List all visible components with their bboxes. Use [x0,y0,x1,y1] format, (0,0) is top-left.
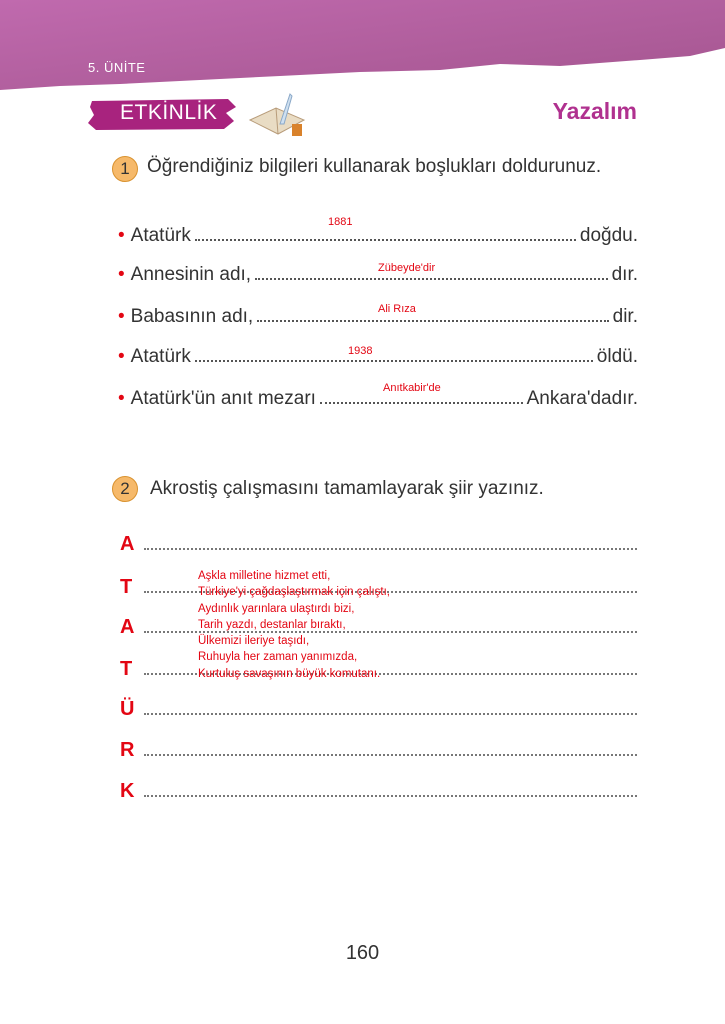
acrostic-letter: A [120,533,135,555]
acrostic-letter: T [120,576,133,598]
acrostic-line [120,533,637,556]
question-2-text: Akrostiş çalışmasını tamamlayarak şiir yazınız. [150,478,544,499]
item-text: Atatürk'ün anıt mezarı [130,388,316,409]
item-text: Atatürk [130,225,191,246]
fill-item: • Atatürk'ün anıt mezarı Ankara'dadır. [118,388,638,409]
acrostic-letter: T [120,658,133,680]
etkinlik-label: ETKİNLİK [120,101,218,124]
item-text: doğdu. [579,225,638,246]
question-1-text: Öğrendiğiniz bilgileri kullanarak boşlukları doldurunuz. [147,156,602,177]
item-text: Annesinin adı, [130,264,252,285]
header-banner [0,0,725,95]
acrostic-line [120,739,637,762]
blank-line[interactable] [144,538,637,550]
blank-line[interactable] [144,703,637,715]
item-text: öldü. [596,346,638,367]
item-text: dır. [611,264,638,285]
blank-line[interactable] [195,227,576,241]
section-title: Yazalım [552,98,637,124]
item-text: Atatürk [130,346,191,367]
blank-line[interactable] [144,785,637,797]
item-text: Ankara'dadır. [526,388,638,409]
answer-1: 1881 [328,216,353,228]
poem-line: Aşkla milletine hizmet etti, [198,570,331,582]
acrostic-line [120,698,637,721]
fill-item: • Annesinin adı, dır. [118,264,638,285]
item-text: Babasının adı, [130,306,254,327]
poem-line: Ülkemizi ileriye taşıdı, [198,635,310,648]
acrostic-letter: A [120,616,135,638]
answer-5: Anıtkabir'de [383,382,441,394]
answer-2: Zübeyde'dir [378,262,436,274]
blank-line[interactable] [255,266,608,280]
page-number: 160 [345,942,380,964]
acrostic-letter: K [120,780,135,802]
blank-line[interactable] [320,390,523,404]
poem-line: Ruhuyla her zaman yanımızda, [198,651,358,664]
fill-item: • Atatürk öldü. [118,346,638,367]
poem-line: Kurtuluş savaşının büyük komutanı. [198,667,381,680]
poem-line: Tarih yazdı, destanlar bıraktı, [198,618,346,631]
poem-line: Aydınlık yarınlara ulaştırdı bizi, [198,602,355,615]
acrostic-poem [198,568,390,682]
acrostic-letter: Ü [120,698,135,720]
question-number-2: 2 [112,476,138,502]
fill-item: • Babasının adı, dir. [118,306,638,327]
blank-line[interactable] [257,308,608,322]
question-number-1: 1 [112,156,138,182]
item-text: dir. [612,306,638,327]
poem-line: Türkiye'yi çağdaşlaştırmak için çalıştı, [198,586,391,599]
answer-3: Ali Rıza [378,303,416,315]
blank-line[interactable] [144,744,637,756]
blank-line[interactable] [195,348,593,362]
fill-item: • Atatürk doğdu. [118,225,638,246]
acrostic-line [120,780,637,803]
book-quill-icon [246,90,310,140]
acrostic-letter: R [120,739,135,761]
unit-label: 5. ÜNİTE [88,60,146,75]
answer-4: 1938 [348,345,373,357]
